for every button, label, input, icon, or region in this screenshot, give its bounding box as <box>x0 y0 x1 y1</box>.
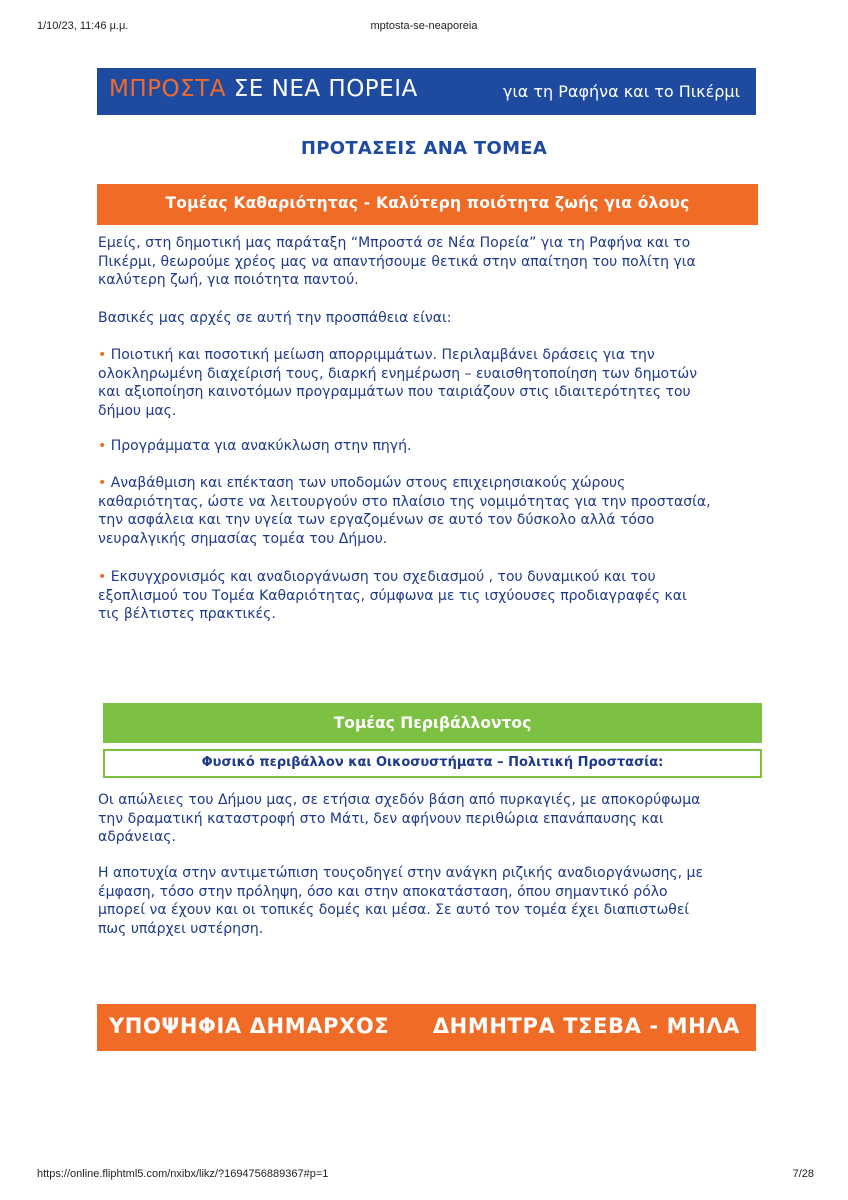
bullet-marker: • <box>98 569 107 585</box>
environment-section-header <box>103 703 762 743</box>
text-line: Ποιοτική και ποσοτική μείωση απορριμμάτων. Περιλαμβάνει δράσεις για την <box>110 347 655 363</box>
environment-paragraph <box>98 791 758 847</box>
candidate-banner <box>97 1004 756 1051</box>
cleanliness-intro <box>98 234 758 290</box>
cleanliness-section-title: Τομέας Καθαριότητας - Καλύτερη ποιότητα ζωής για όλους <box>165 194 690 212</box>
environment-section-title: Τομέας Περιβάλλοντος <box>333 714 532 732</box>
text-line: καλύτερη ζωή, για ποιότητα παντού. <box>98 272 359 289</box>
bullet-item <box>98 474 758 548</box>
bullet-item <box>98 568 758 624</box>
text-line: καθαριότητας, ώστε να λειτουργούν στο πλαίσιο της νομιμότητας για την προστασία, <box>98 493 711 510</box>
bullet-marker: • <box>98 475 107 491</box>
text-line: εξοπλισμού του Τομέα Καθαριότητας, σύμφωνα με τις ισχύουσες προδιαγραφές και <box>98 587 687 604</box>
text-line: τις βέλτιστες πρακτικές. <box>98 606 276 623</box>
campaign-tagline: για τη Ραφήνα και το Πικέρμι <box>502 82 740 101</box>
bullet-marker: • <box>98 347 107 363</box>
principles-label: Βασικές μας αρχές σε αυτή την προσπάθεια είναι: <box>98 310 452 326</box>
bullet-marker: • <box>98 438 107 454</box>
text-line: την ασφάλεια και την υγεία των εργαζομένων σε αυτό τον δύσκολο αλλά τόσο <box>98 512 655 529</box>
text-line: ολοκληρωμένη διαχείρισή τους, διαρκή ενημέρωση – ευαισθητοποίηση των δημοτών <box>98 365 698 382</box>
text-line: Οι απώλειες του Δήμου μας, σε ετήσια σχεδόν βάση από πυρκαγιές, με αποκορύφωμα <box>98 792 701 808</box>
print-url: https://online.fliphtml5.com/nxibx/likz/?1694756889367#p=1 <box>37 1168 329 1180</box>
environment-subheading: Φυσικό περιβάλλον και Οικοσυστήματα – Πολιτική Προστασία: <box>201 755 664 770</box>
text-line: Η αποτυχία στην αντιμετώπιση τουςοδηγεί στην ανάγκη ριζικής αναδιοργάνωσης, με <box>98 865 704 881</box>
page-title: ΠΡΟΤΑΣΕΙΣ ΑΝΑ ΤΟΜΕΑ <box>300 138 548 159</box>
campaign-title-accent: ΜΠΡΟΣΤΑ <box>109 76 226 102</box>
bullet-item <box>98 437 758 456</box>
print-header <box>0 20 848 34</box>
print-datetime: 1/10/23, 11:46 μ.μ. <box>37 20 129 32</box>
candidate-label: ΥΠΟΨΗΦΙΑ ΔΗΜΑΡΧΟΣ <box>109 1014 390 1038</box>
print-page-number: 7/28 <box>792 1168 814 1180</box>
candidate-name: ΔΗΜΗΤΡΑ ΤΣΕΒΑ - ΜΗΛΑ <box>432 1014 740 1038</box>
text-line: δήμου μας. <box>98 402 177 419</box>
environment-subheading-box <box>103 749 762 778</box>
text-line: την δραματική καταστροφή στο Μάτι, δεν αφήνουν περιθώρια επανάπαυσης και <box>98 810 664 827</box>
text-line: Εκσυγχρονισμός και αναδιοργάνωση του σχεδιασμού , του δυναμικού και του <box>110 569 656 585</box>
text-line: νευραλγικής σημασίας τομέα του Δήμου. <box>98 530 388 547</box>
text-line: αδράνειας. <box>98 829 176 846</box>
text-line: έμφαση, τόσο στην πρόληψη, όσο και στην αποκατάσταση, όπου σημαντικό ρόλο <box>98 883 668 900</box>
campaign-title <box>109 76 418 102</box>
campaign-title-rest: ΣΕ ΝΕΑ ΠΟΡΕΙΑ <box>233 76 418 102</box>
print-footer <box>0 1168 848 1182</box>
text-line: μπορεί να έχουν και οι τοπικές δομές και μέσα. Σε αυτό τον τομέα έχει διαπιστωθεί <box>98 902 690 919</box>
text-line: Προγράμματα για ανακύκλωση στην πηγή. <box>110 438 412 454</box>
print-page-title: mptosta-se-neaporeia <box>370 20 478 32</box>
text-line: Αναβάθμιση και επέκταση των υποδομών στους επιχειρησιακούς χώρους <box>110 475 626 491</box>
environment-paragraph <box>98 864 758 938</box>
bullet-item <box>98 346 758 420</box>
text-line: και αξιοποίηση καινοτόμων προγραμμάτων που ταιριάζουν στις ιδιαιτερότητες του <box>98 384 691 401</box>
text-line: Εμείς, στη δημοτική μας παράταξη “Μπροστά σε Νέα Πορεία” για τη Ραφήνα και το <box>98 235 691 251</box>
campaign-banner <box>97 68 756 115</box>
text-line: Πικέρμι, θεωρούμε χρέος μας να απαντήσουμε θετικά στην απαίτηση του πολίτη για <box>98 253 696 270</box>
cleanliness-section-header <box>97 184 758 225</box>
text-line: πως υπάρχει υστέρηση. <box>98 920 264 937</box>
